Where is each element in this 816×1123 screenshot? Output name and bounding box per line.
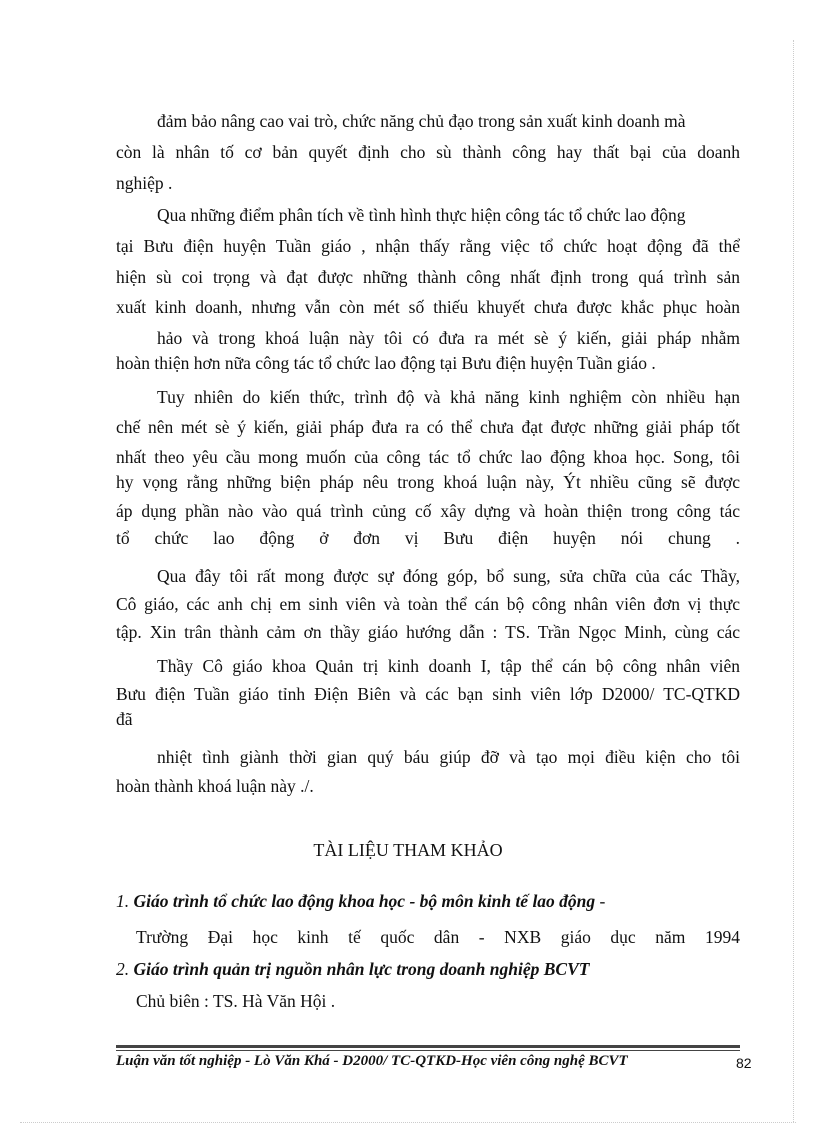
body-line: nhất theo yêu cầu mong muốn của công tác tổ chức lao động khoa học. Song, tôi (116, 447, 740, 467)
reference-title: Giáo trình quản trị nguồn nhân lực trong doanh nghiệp BCVT (133, 959, 590, 979)
reference-title-suffix: - (595, 891, 606, 911)
body-line: tổ chức lao động ở đơn vị Bưu điện huyện nói chung . (116, 528, 740, 548)
body-line: xuất kinh doanh, nhưng vẫn còn mét số thiếu khuyết chưa được khắc phục hoàn (116, 297, 740, 317)
body-line: đảm bảo nâng cao vai trò, chức năng chủ đạo trong sản xuất kinh doanh mà (157, 111, 686, 131)
page-border-dotted (793, 40, 794, 1122)
reference-number: 1. (116, 891, 130, 911)
reference-detail: Chủ biên : TS. Hà Văn Hội . (136, 991, 336, 1011)
body-line: Cô giáo, các anh chị em sinh viên và toàn thể cán bộ công nhân viên đơn vị thực (116, 594, 740, 614)
body-line: tập. Xin trân thành cảm ơn thầy giáo hướng dẫn : TS. Trần Ngọc Minh, cùng các (116, 622, 740, 642)
reference-item-1 (116, 890, 605, 912)
page-number: 82 (736, 1055, 752, 1071)
body-line: còn là nhân tố cơ bản quyết định cho sù thành công hay thất bại của doanh (116, 142, 740, 162)
body-line: Tuy nhiên do kiến thức, trình độ và khả năng kinh nghiệm còn nhiều hạn (157, 387, 740, 407)
body-line: chế nên mét sè ý kiến, giải pháp đưa ra có thể chưa đạt được những giải pháp tốt (116, 417, 740, 437)
footer-divider (116, 1050, 740, 1051)
body-line: nhiệt tình giành thời gian quý báu giúp đỡ và tạo mọi điều kiện cho tôi (157, 747, 740, 767)
body-line: Qua đây tôi rất mong được sự đóng góp, bổ sung, sửa chữa của các Thầy, (157, 566, 740, 586)
body-line: Qua những điểm phân tích về tình hình thực hiện công tác tổ chức lao động (157, 205, 686, 225)
body-line: tại Bưu điện huyện Tuần giáo , nhận thấy rằng việc tổ chức hoạt động đã thể (116, 236, 740, 256)
body-line: Thầy Cô giáo khoa Quản trị kinh doanh I, tập thể cán bộ công nhân viên (157, 656, 740, 676)
body-line: hy vọng rằng những biện pháp nêu trong khoá luận này, Ýt nhiều cũng sẽ được (116, 472, 740, 492)
body-line: hoàn thiện hơn nữa công tác tổ chức lao động tại Bưu điện huyện Tuần giáo . (116, 353, 656, 373)
footer-divider (116, 1045, 740, 1048)
body-line: hảo và trong khoá luận này tôi có đưa ra mét sè ý kiến, giải pháp nhằm (157, 328, 740, 348)
reference-item-2 (116, 958, 589, 980)
body-line: nghiệp . (116, 173, 173, 193)
body-line: Bưu điện Tuần giáo tỉnh Điện Biên và các bạn sinh viên lớp D2000/ TC-QTKD (116, 684, 740, 704)
body-line: hiện sù coi trọng và đạt được những thành công nhất định trong quá trình sản (116, 267, 740, 287)
reference-number: 2. (116, 959, 130, 979)
body-line: áp dụng phần nào vào quá trình củng cố xây dựng và hoàn thiện trong công tác (116, 501, 740, 521)
references-heading: TÀI LIỆU THAM KHẢO (313, 840, 503, 860)
reference-detail: Trường Đại học kinh tế quốc dân - NXB giáo dục năm 1994 (136, 927, 740, 947)
reference-title: Giáo trình tổ chức lao động khoa học - bộ môn kinh tế lao động (133, 891, 596, 911)
footer-text: Luận văn tốt nghiệp - Lò Văn Khá - D2000/ TC-QTKD-Học viên công nghệ BCVT (116, 1053, 628, 1069)
body-line: hoàn thành khoá luận này ./. (116, 776, 314, 796)
body-line: đã (116, 709, 133, 729)
